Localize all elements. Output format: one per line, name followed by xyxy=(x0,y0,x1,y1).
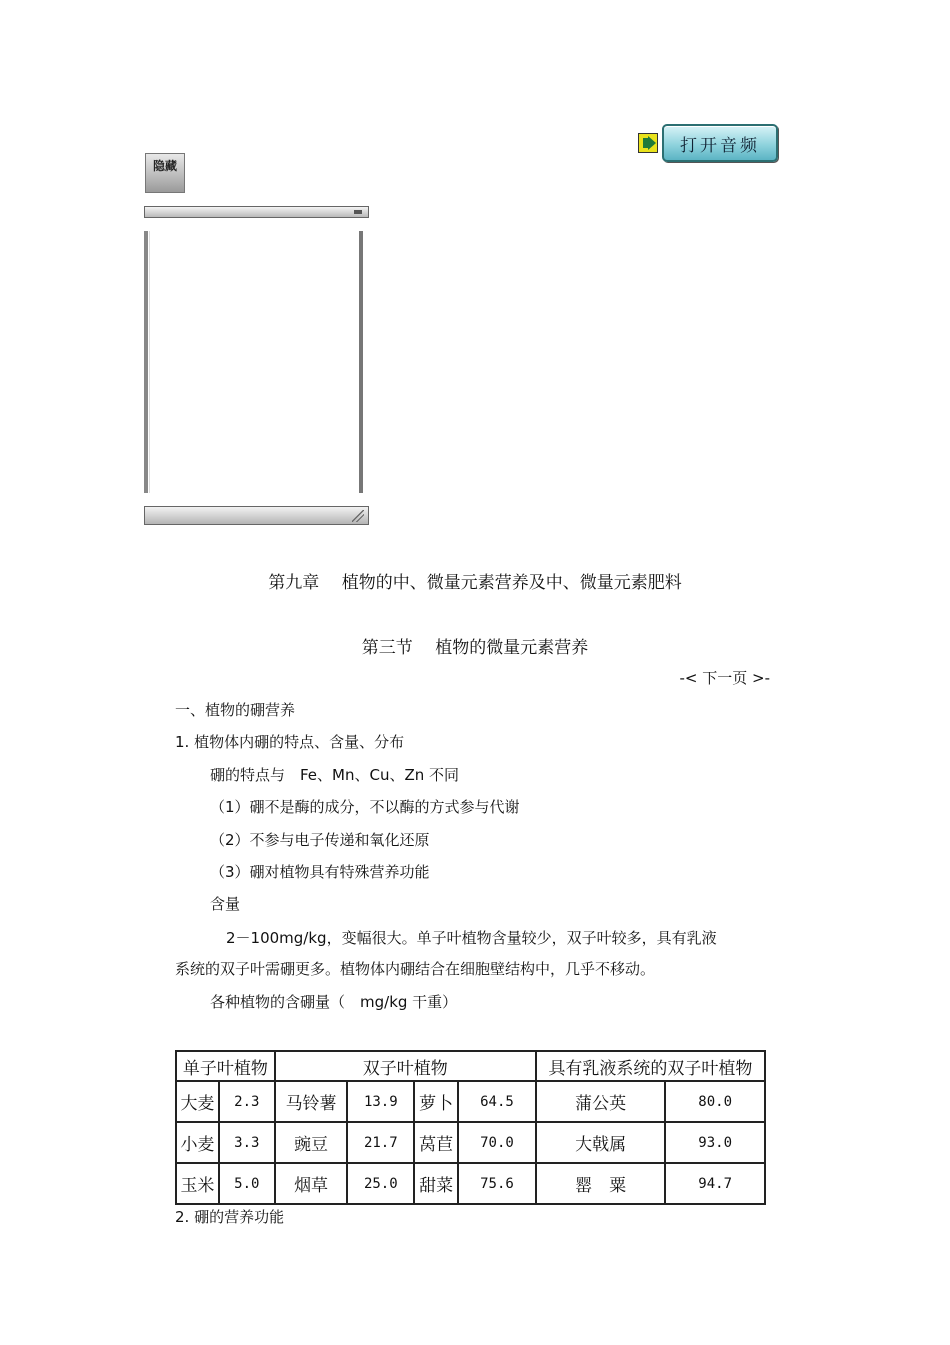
panel-content xyxy=(144,231,363,493)
table-cell: 3.3 xyxy=(219,1122,275,1163)
text-content-label: 含量 xyxy=(210,895,241,913)
header-monocot: 单子叶植物 xyxy=(176,1051,275,1081)
table-cell: 烟草 xyxy=(275,1163,348,1204)
section-title: 第三节 植物的微量元素营养 xyxy=(361,638,589,658)
table-cell: 萝卜 xyxy=(414,1081,458,1122)
table-row xyxy=(176,1081,765,1122)
table-cell: 莴苣 xyxy=(414,1122,458,1163)
heading-boron-nutrition: 一、植物的硼营养 xyxy=(175,701,296,719)
text-content-paragraph-2: 系统的双子叶需硼更多。植物体内硼结合在细胞壁结构中，几乎不移动。 xyxy=(175,960,656,978)
table-cell: 蒲公英 xyxy=(536,1081,665,1122)
panel-title-bar[interactable] xyxy=(144,206,369,218)
table-cell: 马铃薯 xyxy=(275,1081,348,1122)
table-cell: 80.0 xyxy=(665,1081,765,1122)
text-boron-features: 硼的特点与 Fe、Mn、Cu、Zn 不同 xyxy=(210,766,460,784)
table-row xyxy=(176,1122,765,1163)
text-point-1: （1）硼不是酶的成分，不以酶的方式参与代谢 xyxy=(210,798,520,816)
panel-status-bar xyxy=(144,506,369,525)
table-cell: 罂 粟 xyxy=(536,1163,665,1204)
boron-content-table xyxy=(175,1050,766,1205)
header-latex-dicot: 具有乳液系统的双子叶植物 xyxy=(536,1051,765,1081)
hide-button[interactable]: 隐藏 xyxy=(145,153,185,193)
speaker-icon[interactable] xyxy=(638,133,658,153)
subheading-boron-function: 2. 硼的营养功能 xyxy=(175,1208,285,1226)
table-row xyxy=(176,1163,765,1204)
table-cell: 25.0 xyxy=(347,1163,414,1204)
table-cell: 93.0 xyxy=(665,1122,765,1163)
table-cell: 大戟属 xyxy=(536,1122,665,1163)
text-point-3: （3）硼对植物具有特殊营养功能 xyxy=(210,863,430,881)
subheading-boron-features: 1. 植物体内硼的特点、含量、分布 xyxy=(175,733,405,751)
table-cell: 2.3 xyxy=(219,1081,275,1122)
table-cell: 64.5 xyxy=(458,1081,536,1122)
table-cell: 小麦 xyxy=(176,1122,219,1163)
table-cell: 70.0 xyxy=(458,1122,536,1163)
table-cell: 豌豆 xyxy=(275,1122,348,1163)
text-point-2: （2）不参与电子传递和氧化还原 xyxy=(210,831,430,849)
open-audio-button[interactable]: 打开音频 xyxy=(662,124,778,162)
table-cell: 13.9 xyxy=(347,1081,414,1122)
table-cell: 大麦 xyxy=(176,1081,219,1122)
table-cell: 甜菜 xyxy=(414,1163,458,1204)
resize-grip-icon[interactable] xyxy=(352,510,364,522)
text-content-paragraph-1: 2－100mg/kg，变幅很大。单子叶植物含量较少，双子叶较多，具有乳液 xyxy=(226,929,717,947)
table-cell: 21.7 xyxy=(347,1122,414,1163)
table-cell: 5.0 xyxy=(219,1163,275,1204)
table-cell: 75.6 xyxy=(458,1163,536,1204)
audio-control xyxy=(638,124,778,162)
header-dicot: 双子叶植物 xyxy=(275,1051,536,1081)
table-header-row xyxy=(176,1051,765,1081)
chapter-title: 第九章 植物的中、微量元素营养及中、微量元素肥料 xyxy=(268,573,682,593)
next-page-link[interactable]: -< 下一页 >- xyxy=(679,669,770,687)
minimize-icon[interactable] xyxy=(354,210,362,214)
table-caption: 各种植物的含硼量（ mg/kg 干重） xyxy=(210,993,458,1011)
table-cell: 玉米 xyxy=(176,1163,219,1204)
table-cell: 94.7 xyxy=(665,1163,765,1204)
